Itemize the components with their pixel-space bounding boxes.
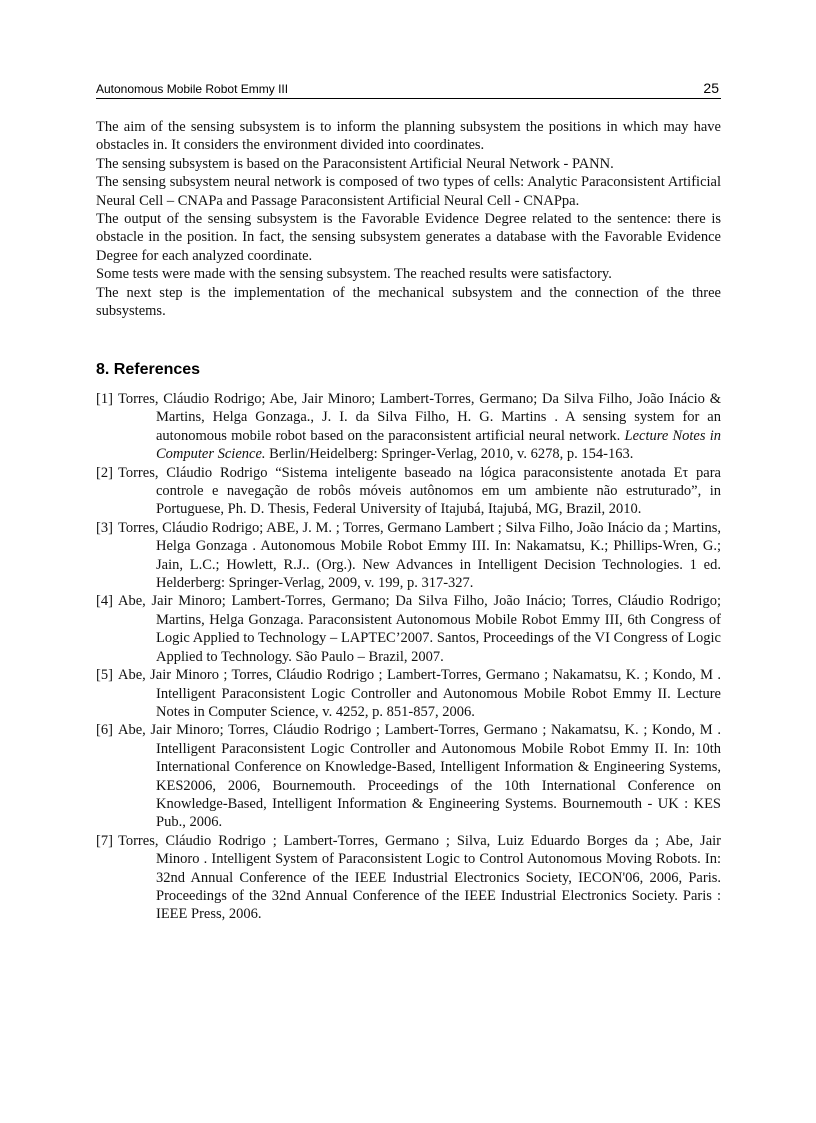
conclusion-text (96, 118, 721, 320)
reference-text-part: Torres, Cláudio Rodrigo; ABE, J. M. ; Torres, Germano Lambert ; Silva Filho, João Inácio da ; Martins, Helga Gonzaga . Autonomous Mobile Robot Emmy III. In: Nakamatsu, K.; Phillips-Wren, G.; Jain, L.C.; Howlett, R.J.. (Org.). New Advances in Intelligent Decision Technologies. 1 ed. Helderberg: Springer-Verlag, 2009, v. 199, p. 317-327. (118, 519, 721, 592)
paragraph: The sensing subsystem neural network is composed of two types of cells: Analytic Paraconsistent Artificial Neural Cell – CNAPa and Passage Paraconsistent Artificial Neural Cell - CNAPpa. (96, 174, 721, 209)
reference-item (96, 464, 721, 519)
paragraph: The sensing subsystem is based on the Paraconsistent Artificial Neural Network - PANN. (96, 155, 614, 172)
reference-number: [6] (96, 722, 113, 739)
reference-list (96, 390, 721, 924)
paragraph: The next step is the implementation of the mechanical subsystem and the connection of the three subsystems. (96, 284, 721, 320)
page-number: 25 (703, 80, 719, 96)
paragraph: The output of the sensing subsystem is the Favorable Evidence Degree related to the sentence: there is obstacle in the position. In fact, the sensing subsystem generates a database with the Favorable Evidence Degree for each analyzed coordinate. (96, 211, 721, 264)
reference-item (96, 390, 721, 464)
paragraph: The aim of the sensing subsystem is to inform the planning subsystem the positions in which may have obstacles in. It considers the environment divided into coordinates. (96, 119, 721, 154)
reference-text-part: Torres, Cláudio Rodrigo ; Lambert-Torres, Germano ; Silva, Luiz Eduardo Borges da ; Abe, Jair Minoro . Intelligent System of Paraconsistent Logic to Control Autonomous Moving Robots. In: 32nd Annual Conference of the IEEE Industrial Electronics Society, IECON'06, 2006, Paris. Proceedings of the 32nd Annual Conference of the IEEE Industrial Electronics Society. Paris : IEEE Press, 2006. (118, 832, 721, 923)
reference-number: [3] (96, 519, 113, 536)
reference-number: [2] (96, 464, 113, 481)
reference-item (96, 666, 721, 721)
reference-item (96, 721, 721, 831)
reference-item (96, 832, 721, 924)
reference-item (96, 592, 721, 666)
reference-number: [7] (96, 832, 113, 849)
running-header (96, 80, 721, 99)
reference-text (118, 721, 721, 831)
running-title: Autonomous Mobile Robot Emmy III (96, 82, 289, 96)
paragraph: Some tests were made with the sensing subsystem. The reached results were satisfactory. (96, 266, 612, 283)
reference-text (118, 666, 721, 721)
reference-text (118, 592, 721, 666)
references-heading: 8. References (96, 361, 201, 378)
reference-text-part: Abe, Jair Minoro; Lambert-Torres, Germano; Da Silva Filho, João Inácio; Torres, Cláudio Rodrigo; Martins, Helga Gonzaga. Paraconsistent Autonomous Mobile Robot Emmy III, 6th Congress of Logic Applied to Technology – LAPTEC’2007. Santos, Proceedings of the VI Congress of Logic Applied to Technology. São Paulo – Brazil, 2007. (118, 593, 721, 665)
reference-text-part: Torres, Cláudio Rodrigo “Sistema inteligente baseado na lógica paraconsistente anotada Eτ para controle e navegação de robôs móveis autônomos em um ambiente não estruturado”, in Portuguese, Ph. D. Thesis, Federal University of Itajubá, Itajubá, MG, Brazil, 2010. (118, 464, 721, 518)
reference-item (96, 519, 721, 593)
reference-text (118, 390, 721, 464)
reference-text (118, 832, 721, 924)
reference-text (118, 464, 721, 519)
reference-text-part: Abe, Jair Minoro ; Torres, Cláudio Rodrigo ; Lambert-Torres, Germano ; Nakamatsu, K. ; Kondo, M . Intelligent Paraconsistent Logic Controller and Autonomous Mobile Robot Emmy II. Lecture Notes in Computer Science, v. 4252, p. 851-857, 2006. (118, 667, 721, 720)
reference-number: [5] (96, 667, 113, 684)
reference-text-part: Abe, Jair Minoro; Torres, Cláudio Rodrigo ; Lambert-Torres, Germano ; Nakamatsu, K. ; Kondo, M . Intelligent Paraconsistent Logic Controller and Autonomous Mobile Robot Emmy II. In: 10th International Conference on Knowledge-Based, Intelligent Information & Engineering Systems, KES2006, 2006, Bournemouth. Proceedings of the 10th International Conference on Knowledge-Based, Intelligent Information & Engineering Systems. Bournemouth - UK : KES Pub., 2006. (118, 722, 721, 831)
reference-italic-title: Lecture Notes in Computer Science. (156, 427, 721, 463)
reference-number: [4] (96, 593, 113, 610)
reference-text (118, 519, 721, 593)
reference-number: [1] (96, 391, 113, 407)
reference-text-part: Torres, Cláudio Rodrigo; Abe, Jair Minoro; Lambert-Torres, Germano; Da Silva Filho, João Inácio & Martins, Helga Gonzaga., J. I. da Silva Filho, H. G. Martins . A sensing system for an autonomous mobile robot based on the paraconsistent artificial neural network. (118, 391, 721, 444)
reference-text-part: Berlin/Heidelberg: Springer-Verlag, 2010, v. 6278, p. 154-163. (265, 446, 634, 463)
